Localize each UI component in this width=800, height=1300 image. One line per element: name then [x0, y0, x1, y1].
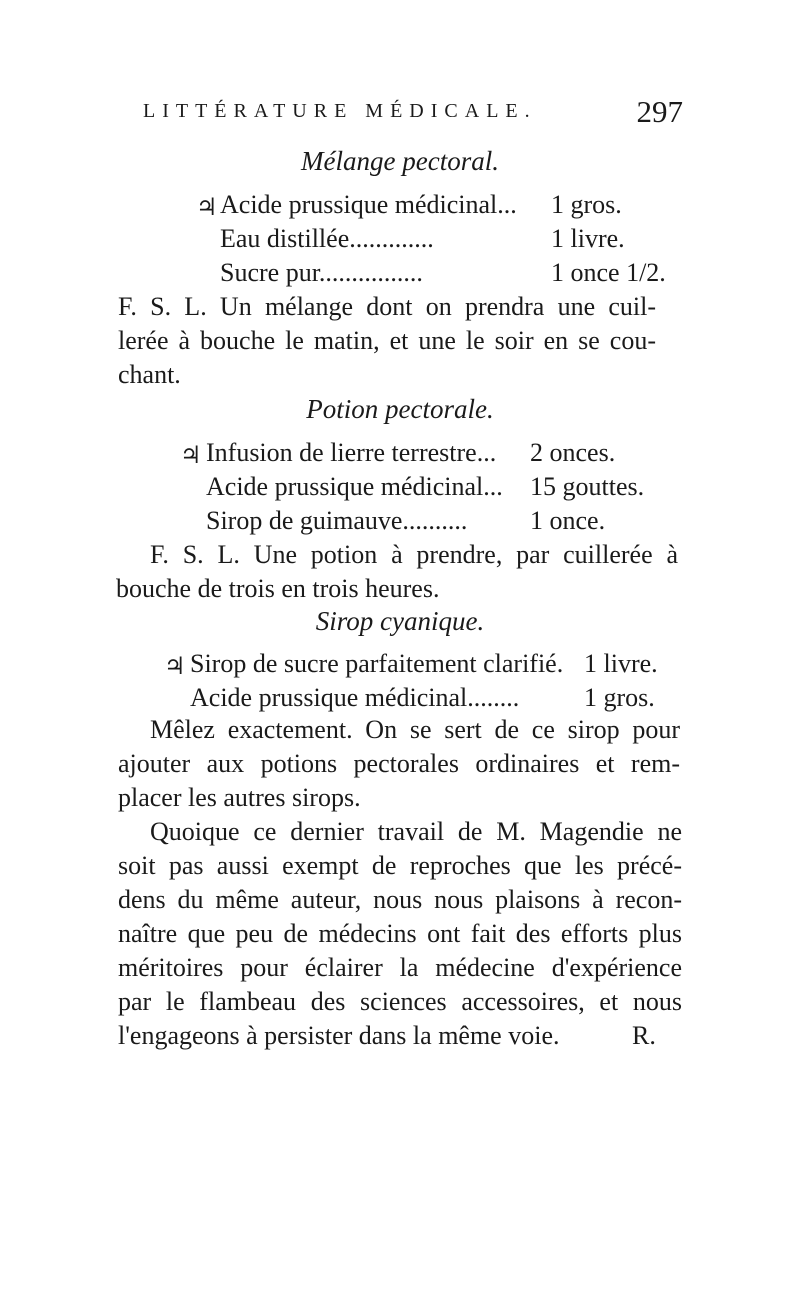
- instruction-line: placer les autres sirops.: [118, 783, 361, 812]
- closing-line: soit pas aussi exempt de reproches que les précé-: [118, 851, 682, 880]
- page-header: [143, 94, 683, 134]
- rx-symbol-icon: ♃: [196, 195, 218, 221]
- ingredient-quantity: 2 onces.: [530, 438, 616, 467]
- instruction-line: lerée à bouche le matin, et une le soir en se cou-: [118, 326, 656, 355]
- ingredient-name: Sirop de guimauve..........: [206, 506, 468, 535]
- instruction-line: F. S. L. Une potion à prendre, par cuillerée à: [150, 540, 678, 569]
- ingredient-quantity: 1 livre.: [551, 224, 625, 253]
- ingredient-name: Eau distillée.............: [220, 224, 434, 253]
- ingredient-name: Acide prussique médicinal...: [206, 472, 503, 501]
- rx-symbol-icon: ♃: [180, 443, 202, 469]
- instruction-line: ajouter aux potions pectorales ordinaires et rem-: [118, 749, 680, 778]
- running-head: LITTÉRATURE MÉDICALE.: [143, 100, 537, 122]
- ingredient-name: Acide prussique médicinal...: [220, 190, 517, 219]
- ingredient-quantity: 1 gros.: [551, 190, 622, 219]
- section-title-sirop-cyanique: Sirop cyanique.: [315, 606, 485, 636]
- closing-line: méritoires pour éclairer la médecine d'expérience: [118, 953, 682, 982]
- section-title-potion-pectorale: Potion pectorale.: [306, 394, 494, 424]
- rx-symbol-icon: ♃: [164, 654, 186, 680]
- closing-line: dens du même auteur, nous nous plaisons à recon-: [118, 885, 682, 914]
- instruction-line: F. S. L. Un mélange dont on prendra une cuil-: [118, 292, 656, 321]
- closing-line: Quoique ce dernier travail de M. Magendie ne: [150, 817, 682, 846]
- ingredient-quantity: 15 gouttes.: [530, 472, 645, 501]
- closing-line: l'engageons à persister dans la même voie.: [118, 1021, 560, 1050]
- page-number: 297: [636, 94, 683, 129]
- instruction-line: bouche de trois en trois heures.: [116, 574, 440, 603]
- ingredient-quantity: 1 once 1/2.: [551, 258, 666, 287]
- ingredient-quantity: 1 gros.: [584, 683, 655, 712]
- ingredient-name: Infusion de lierre terrestre...: [206, 438, 497, 467]
- ingredient-quantity: 1 once.: [530, 506, 606, 535]
- instruction-line: chant.: [118, 360, 181, 389]
- closing-line: naître que peu de médecins ont fait des efforts plus: [118, 919, 682, 948]
- ingredient-name: Sirop de sucre parfaitement clarifié.: [190, 649, 564, 678]
- signature: R.: [632, 1021, 656, 1050]
- ingredient-name: Sucre pur................: [220, 258, 423, 287]
- section-title-melange-pectoral: Mélange pectoral.: [301, 146, 499, 176]
- ingredient-name: Acide prussique médicinal........: [190, 683, 520, 712]
- closing-line: par le flambeau des sciences accessoires, et nous: [118, 987, 682, 1016]
- ingredient-quantity: 1 livre.: [584, 649, 658, 678]
- instruction-line: Mêlez exactement. On se sert de ce sirop pour: [150, 715, 680, 744]
